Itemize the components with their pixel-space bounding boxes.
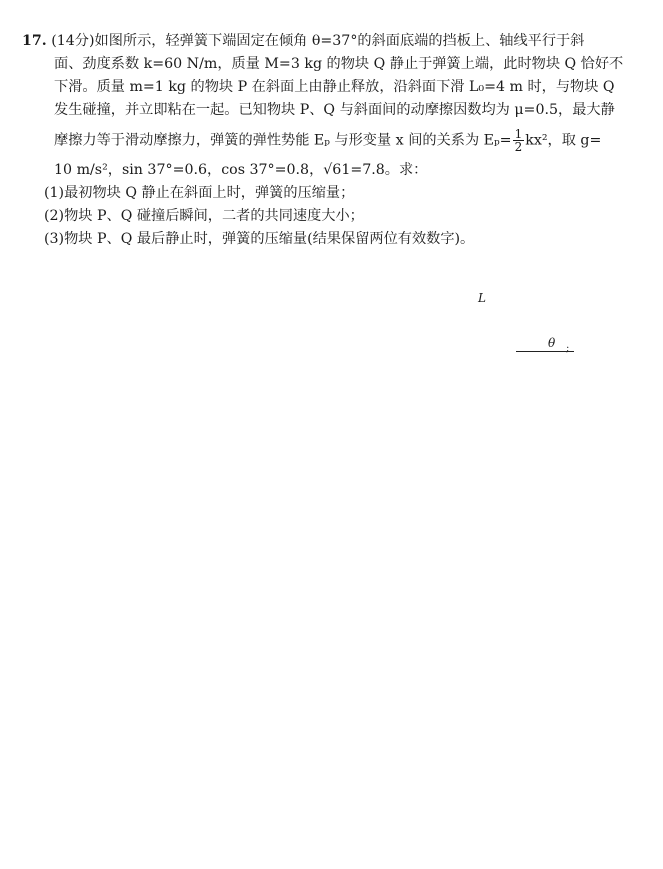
figure-mark: ;: [566, 343, 570, 354]
figure-label-theta: θ: [548, 336, 556, 350]
problem-line-5: [22, 128, 622, 153]
question-2: (2)物块 P、Q 碰撞后瞬间，二者的共同速度大小；: [44, 208, 364, 224]
fraction-numerator: 1: [514, 127, 523, 141]
problem-points: (14分): [51, 33, 95, 49]
figure-incline-base-line: [516, 351, 574, 352]
problem-line-5-end: kx²，取 g=: [525, 132, 602, 149]
question-1: (1)最初物块 Q 静止在斜面上时，弹簧的压缩量；: [44, 185, 355, 201]
problem-line-2: 面、劲度系数 k=60 N/m，质量 M=3 kg 的物块 Q 静止于弹簧上端，此时物块 Q 恰好不: [54, 56, 624, 72]
problem-line-5-start: 摩擦力等于滑动摩擦力，弹簧的弹性势能 Eₚ 与形变量 x 间的关系为 Eₚ=: [54, 132, 512, 149]
problem-line-1: [22, 30, 622, 53]
problem-line-3: 下滑。质量 m=1 kg 的物块 P 在斜面上由静止释放，沿斜面下滑 L₀=4 m 时，与物块 Q: [54, 79, 615, 95]
fraction-denominator: 2: [514, 140, 523, 154]
problem-number: 17.: [22, 33, 47, 49]
problem-line-6: 10 m/s²，sin 37°=0.6，cos 37°=0.8，√61=7.8。求：: [54, 162, 428, 178]
figure-label-L: L: [478, 291, 486, 305]
problem-line-4: 发生碰撞，并立即粘在一起。已知物块 P、Q 与斜面间的动摩擦因数均为 μ=0.5，最大静: [54, 102, 615, 118]
problem-text-line-1: 如图所示，轻弹簧下端固定在倾角 θ=37°的斜面底端的挡板上、轴线平行于斜: [94, 33, 585, 49]
fraction-one-half: [513, 128, 525, 153]
problem-17: [22, 30, 622, 251]
question-3: (3)物块 P、Q 最后静止时，弹簧的压缩量(结果保留两位有效数字)。: [44, 231, 475, 247]
